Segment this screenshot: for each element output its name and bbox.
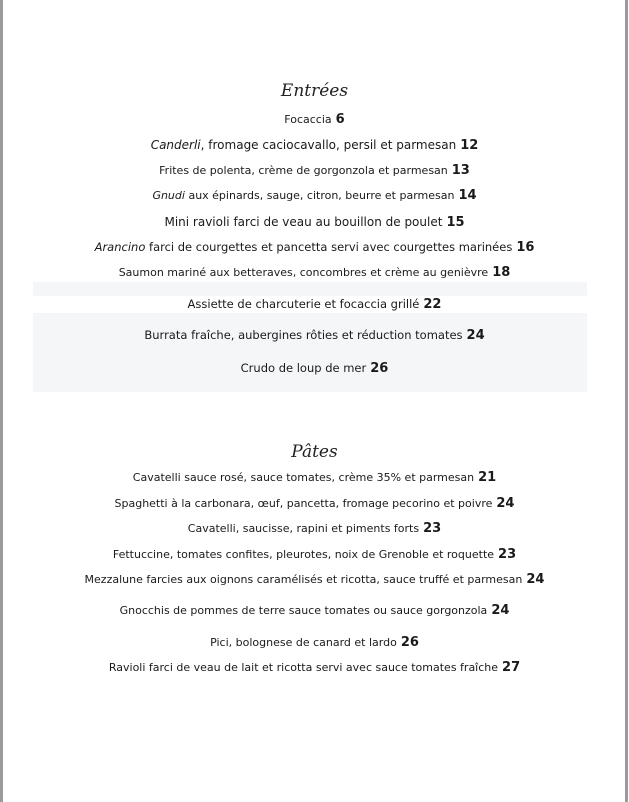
item-description: aux épinards, sauge, citron, beurre et parmesan — [184, 189, 455, 202]
item-price: 24 — [466, 328, 485, 343]
item-description: Focaccia — [284, 113, 332, 126]
section-title-entrees: Entrées — [280, 81, 349, 101]
item-description: Crudo de loup de mer — [240, 361, 367, 375]
item-description: , fromage caciocavallo, persil et parmesan — [200, 138, 457, 152]
item-price: 6 — [335, 112, 345, 127]
menu-item — [0, 471, 629, 485]
item-description: Mezzalune farcies aux oignons caramélisés et ricotta, sauce truffé et parmesan — [84, 573, 523, 586]
item-description: Gnocchis de pommes de terre sauce tomates ou sauce gorgonzola — [119, 604, 488, 617]
menu-item — [0, 328, 629, 343]
menu-item — [0, 297, 629, 312]
item-price: 21 — [478, 470, 497, 485]
item-price: 14 — [458, 188, 477, 203]
menu-item — [0, 497, 629, 511]
item-price: 23 — [498, 547, 517, 562]
menu-item — [0, 164, 629, 178]
section-title-pates: Pâtes — [291, 442, 338, 462]
item-price: 24 — [496, 496, 515, 511]
menu-item — [0, 361, 629, 376]
menu-item — [0, 604, 629, 618]
item-price: 12 — [460, 138, 479, 153]
menu-item — [0, 240, 629, 255]
item-description: Assiette de charcuterie et focaccia grillé — [187, 297, 420, 311]
item-price: 18 — [492, 265, 511, 280]
item-description: Frites de polenta, crème de gorgonzola et parmesan — [159, 164, 448, 177]
item-price: 26 — [370, 361, 389, 376]
menu-item — [0, 573, 629, 587]
item-price: 13 — [451, 163, 470, 178]
item-description: Ravioli farci de veau de lait et ricotta servi avec sauce tomates fraîche — [108, 661, 499, 674]
item-description: Pici, bolognese de canard et lardo — [210, 636, 397, 649]
item-description: Mini ravioli farci de veau au bouillon de poulet — [164, 215, 443, 229]
item-price: 26 — [400, 635, 419, 650]
menu-item — [0, 661, 629, 675]
item-name-italic: Canderli — [150, 138, 201, 152]
item-price: 16 — [516, 240, 535, 255]
menu-item — [0, 548, 629, 562]
item-description: Spaghetti à la carbonara, œuf, pancetta, fromage pecorino et poivre — [114, 497, 493, 510]
highlight-band — [33, 282, 587, 296]
item-description: Saumon mariné aux betteraves, concombres et crème au genièvre — [118, 266, 489, 279]
menu-item — [0, 138, 629, 153]
item-price: 15 — [446, 215, 465, 230]
item-description: Fettuccine, tomates confites, pleurotes, noix de Grenoble et roquette — [112, 548, 495, 561]
item-name-italic: Arancino — [94, 240, 146, 254]
item-price: 22 — [423, 297, 442, 312]
item-description: Cavatelli sauce rosé, sauce tomates, crème 35% et parmesan — [132, 471, 475, 484]
menu-item — [0, 522, 629, 536]
menu-item — [0, 189, 629, 203]
item-price: 23 — [423, 521, 442, 536]
menu-item — [0, 636, 629, 650]
menu-item — [0, 215, 629, 230]
item-price: 24 — [526, 572, 545, 587]
item-name-italic: Gnudi — [152, 189, 185, 202]
item-description: Cavatelli, saucisse, rapini et piments forts — [187, 522, 420, 535]
item-description: farci de courgettes et pancetta servi avec courgettes marinées — [145, 240, 513, 254]
item-price: 24 — [491, 603, 510, 618]
item-price: 27 — [502, 660, 521, 675]
item-description: Burrata fraîche, aubergines rôties et réduction tomates — [144, 328, 463, 342]
menu-item — [0, 266, 629, 280]
menu-item — [0, 113, 629, 127]
highlight-band — [33, 313, 587, 392]
